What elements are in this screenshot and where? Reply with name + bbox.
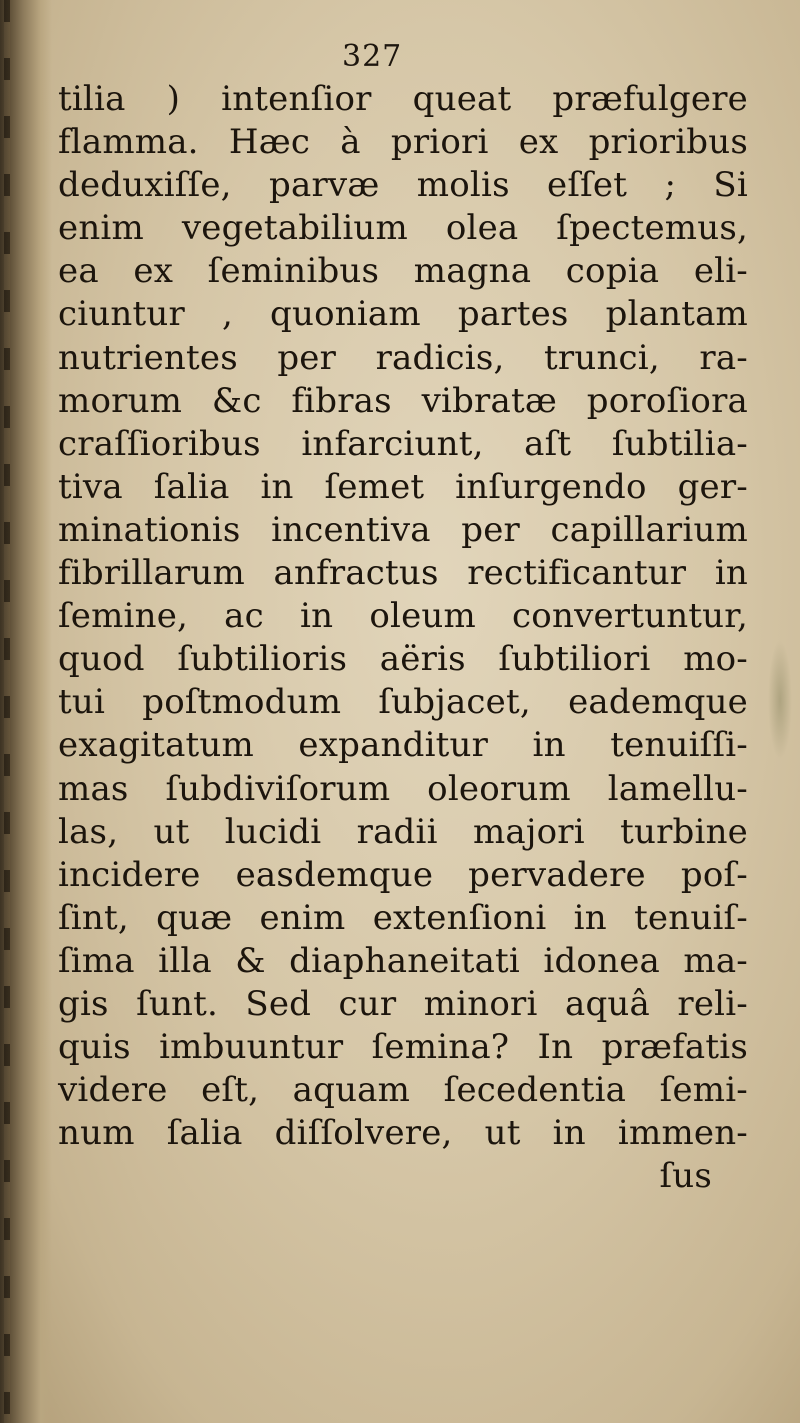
text-line: num ſalia diſſolvere, ut in immen- [58,1113,748,1154]
text-line: ſemine, ac in oleum convertuntur, [58,596,748,637]
text-line: quod ſubtilioris aëris ſubtiliori mo- [58,639,748,680]
body-text [58,78,748,1198]
text-line: las, ut lucidi radii majori turbine [58,811,748,852]
text-line: morum &c fibras vibratæ poroſiora [58,380,748,421]
text-line: incidere easdemque pervadere poſ- [58,854,748,895]
text-line: flamma. Hæc à priori ex prioribus [58,122,748,163]
text-line: ea ex ſeminibus magna copia eli- [58,251,748,292]
text-line: tiva ſalia in ſemet inſurgendo ger- [58,466,748,507]
text-line: tui poſtmodum ſubjacet, eademque [58,682,748,723]
text-line: craſſioribus infarciunt, aſt ſubtilia- [58,423,748,464]
text-line: minationis incentiva per capillarium [58,509,748,550]
text-line: videre eſt, aquam ſecedentia ſemi- [58,1070,748,1111]
text-line: mas ſubdiviſorum oleorum lamellu- [58,768,748,809]
paper-stain [768,640,792,760]
text-line: nutrientes per radicis, trunci, ra- [58,337,748,378]
text-line: ſima illa & diaphaneitati idonea ma- [58,940,748,981]
page-number: 327 [342,39,403,74]
book-binding-edge [0,0,52,1423]
text-line: ciuntur , quoniam partes plantam [58,294,748,335]
text-line: quis imbuuntur ſemina? In præfatis [58,1027,748,1068]
text-line: deduxiſſe, parvæ molis eſſet ; Si [58,165,748,206]
catchword: ſus [659,1156,712,1197]
text-line: enim vegetabilium olea ſpectemus, [58,208,748,249]
text-line: tilia ) intenſior queat præfulgere [58,79,748,119]
text-line: exagitatum expanditur in tenuiſſi- [58,725,748,766]
text-line: gis ſunt. Sed cur minori aquâ reli- [58,983,748,1024]
text-line: fibrillarum anfractus rectificantur in [58,553,748,594]
text-line: ſint, quæ enim extenſioni in tenuiſ- [58,897,748,938]
